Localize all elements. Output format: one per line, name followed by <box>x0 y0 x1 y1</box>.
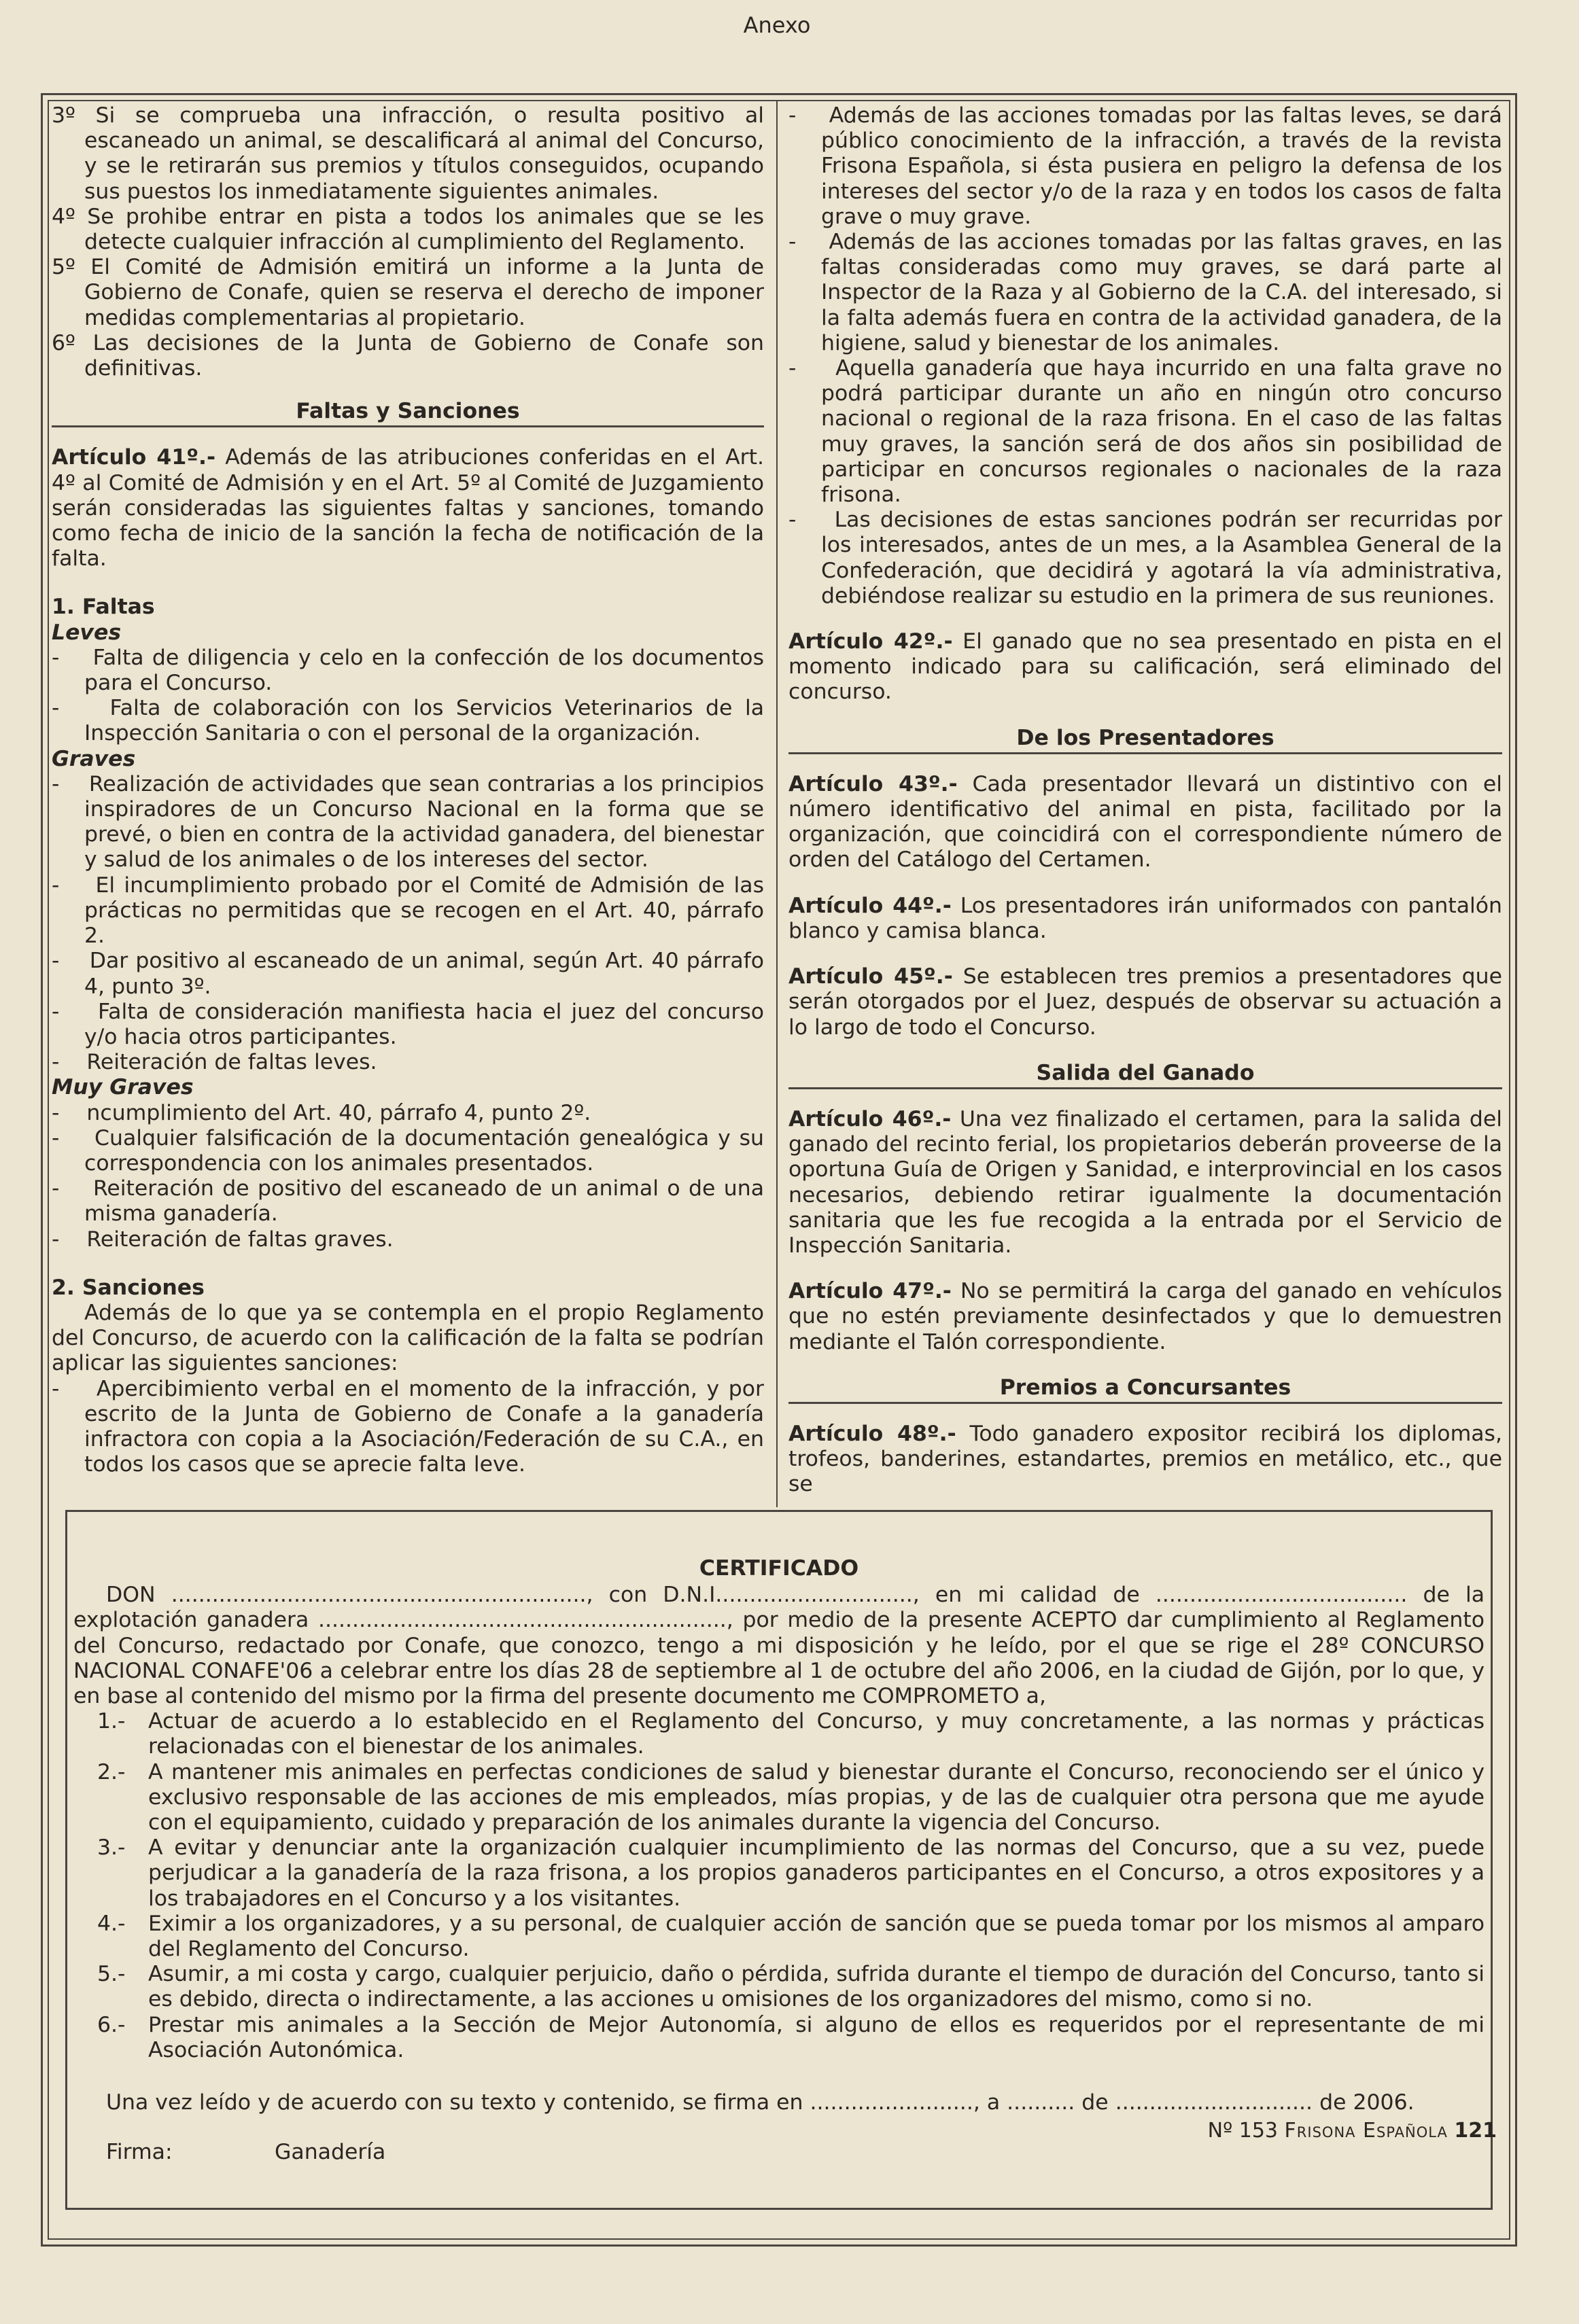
ganaderia-label: Ganadería <box>275 2140 386 2165</box>
list-item: - Falta de diligencia y celo en la confección de los documentos para el Concurso. <box>52 645 764 696</box>
article-46 <box>788 1107 1502 1258</box>
category-heading: Leves <box>52 620 122 645</box>
article-44 <box>788 894 1502 944</box>
subheading: 2. Sanciones <box>52 1275 205 1300</box>
article-text: Los presentadores irán uniformados con pantalón blanco y camisa blanca. <box>788 893 1503 943</box>
certificate-intro: DON ............................................................., con D.N.I............................., en mi calidad de ..................................... de la explotación ganadera ............................................................, por medio de la presente ACEPTO dar cumplimiento al Reglamento del Concurso, redactado por Conafe, que conozco, tengo a mi disposición y he leído, por el que se rige el 28º CONCURSO NACIONAL CONAFE'06 a celebrar entre los días 28 de septiembre al 1 de octubre del año 2006, en la ciudad de Gijón, por lo que, y en base al contenido del mismo por la firma del presente documento me COMPROMETO a, <box>73 1583 1485 1709</box>
list-item: - Además de las acciones tomadas por las faltas graves, en las faltas consideradas como muy graves, se dará parte al Inspector de la Raza y al Gobierno de la C.A. del interesado, si la falta además fuera en contra de la actividad ganadera, de la higiene, salud y bienestar de los animales. <box>788 230 1502 355</box>
paragraph: 5º El Comité de Admisión emitirá un informe a la Junta de Gobierno de Conafe, quien se reserva el derecho de imponer medidas complementarias al propietario. <box>52 255 764 330</box>
article-title: Artículo 43º.- <box>788 771 958 796</box>
article-43 <box>788 772 1502 873</box>
list-item: - Las decisiones de estas sanciones podrán ser recurridas por los interesados, antes de un mes, a la Asamblea General de la Confederación, que decidirá y agotará la vía administrativa, debiéndose realizar su estudio en la primera de sus reuniones. <box>788 508 1503 608</box>
list-item: - ncumplimiento del Art. 40, párrafo 4, punto 2º. <box>52 1100 591 1125</box>
article-text: Se establecen tres premios a presentadores que serán otorgados por el Juez, después de observar su actuación a lo largo de todo el Concurso. <box>788 964 1503 1040</box>
subheading: 1. Faltas <box>52 595 155 620</box>
list-item: - Falta de consideración manifiesta hacia el juez del concurso y/o hacia otros participantes. <box>52 999 765 1049</box>
article-title: Artículo 48º.- <box>788 1421 956 1446</box>
column-divider <box>776 101 778 1507</box>
article-text: No se permitirá la carga del ganado en vehículos que no estén previamente desinfectados y que lo demuestren mediante el Talón correspondiente. <box>788 1279 1502 1354</box>
list-item: - Aquella ganadería que haya incurrido en una falta grave no podrá participar durante un año en ningún otro concurso nacional o regional de la raza frisona. En el caso de las faltas muy graves, la sanción será de dos años sin posibilidad de participar en concursos regionales o nacionales de la raza frisona. <box>788 356 1502 508</box>
article-title: Artículo 42º.- <box>788 629 953 654</box>
firma-label: Firma: <box>106 2140 173 2165</box>
list-item: 5.- Asumir, a mi costa y cargo, cualquier perjuicio, daño o pérdida, sufrida durante el tiempo de duración del Concurso, tanto si es debido, directa o indirectamente, a las acciones u omisiones de los organizadores del mismo, como si no. <box>97 1962 1485 2012</box>
list-item: - Apercibimiento verbal en el momento de la infracción, y por escrito de la Junta de Gobierno de Conafe a la ganadería infractora con copia a la Asociación/Federación de su C.A., en todos los casos que se aprecie falta leve. <box>52 1376 764 1477</box>
article-text: El ganado que no sea presentado en pista en el momento indicado para su calificación, será eliminado del concurso. <box>788 629 1502 705</box>
signature-line: Una vez leído y de acuerdo con su texto y contenido, se firma en ........................, a .......... de ............................. de 2006. <box>106 2090 1415 2115</box>
article-title: Artículo 46º.- <box>788 1106 952 1131</box>
paragraph: Además de lo que ya se contempla en el propio Reglamento del Concurso, de acuerdo con la calificación de la falta se podrían aplicar las siguientes sanciones: <box>52 1300 764 1376</box>
list-item: - Realización de actividades que sean contrarias a los principios inspiradores de un Concurso Nacional en la forma que se prevé, o bien en contra de la actividad ganadera, del bienestar y salud de los animales o de los intereses del sector. <box>52 771 764 873</box>
article-41 <box>52 445 764 571</box>
section-heading: Premios a Concursantes <box>788 1375 1502 1404</box>
article-45 <box>788 964 1502 1040</box>
certificate-title: CERTIFICADO <box>699 1556 859 1581</box>
page-footer <box>1191 2119 1497 2143</box>
list-item: - Dar positivo al escaneado de un animal, según Art. 40 párrafo 4, punto 3º. <box>52 949 765 999</box>
article-text: Todo ganadero expositor recibirá los diplomas, trofeos, banderines, estandartes, premios en metálico, etc., que se <box>788 1421 1502 1497</box>
paragraph: 6º Las decisiones de la Junta de Gobierno de Conafe son definitivas. <box>52 330 764 381</box>
commitment-list <box>73 1709 1485 2063</box>
right-column <box>788 103 1502 1498</box>
list-item: - Reiteración de faltas graves. <box>52 1227 394 1252</box>
list-item: 6.- Prestar mis animales a la Sección de Mejor Autonomía, si alguno de ellos es requeridos por el representante de mi Asociación Autonómica. <box>97 2012 1485 2062</box>
magazine-name: Frisona Española <box>1284 2119 1448 2143</box>
list-item: 2.- A mantener mis animales en perfectas condiciones de salud y bienestar durante el Concurso, reconociendo ser el único y exclusivo responsable de las acciones de mis empleados, mías propias, y de las de cualquier otra persona que me ayude con el equipamiento, cuidado y preparación de los animales durante la vigencia del Concurso. <box>97 1759 1485 1835</box>
category-heading: Graves <box>52 746 136 771</box>
category-heading: Muy Graves <box>52 1075 194 1100</box>
issue-number: Nº 153 <box>1207 2119 1278 2143</box>
article-text: Una vez finalizado el certamen, para la salida del ganado del recinto ferial, los propietarios deberán proveerse de la oportuna Guía de Origen y Sanidad, e interprovincial en los casos necesarios, debiendo retirar igualmente la documentación sanitaria que les fue recogida a la entrada por el Servicio de Inspección Sanitaria. <box>788 1106 1502 1258</box>
article-title: Artículo 41º.- <box>52 445 216 470</box>
annex-title: Anexo <box>743 12 811 38</box>
certificate <box>73 1556 1485 2165</box>
paragraph: 3º Si se comprueba una infracción, o resulta positivo al escaneado un animal, se descalificará al animal del Concurso, y se le retirarán sus premios y títulos conseguidos, ocupando sus puestos los inmediatamente siguientes animales. <box>52 103 764 204</box>
page-number: 121 <box>1454 2119 1497 2143</box>
paragraph: 4º Se prohibe entrar en pista a todos los animales que se les detecte cualquier infracción al cumplimiento del Reglamento. <box>52 204 764 255</box>
article-title: Artículo 45º.- <box>788 964 953 989</box>
list-item: 1.- Actuar de acuerdo a lo establecido en el Reglamento del Concurso, y muy concretamente, a las normas y prácticas relacionadas con el bienestar de los animales. <box>97 1709 1485 1759</box>
signature-row <box>73 2140 1485 2165</box>
section-heading: Faltas y Sanciones <box>52 399 764 427</box>
article-title: Artículo 47º.- <box>788 1279 952 1304</box>
list-item: - Falta de colaboración con los Servicios Veterinarios de la Inspección Sanitaria o con el personal de la organización. <box>52 696 764 746</box>
list-item: - Además de las acciones tomadas por las faltas leves, se dará público conocimiento de la infracción, a través de la revista Frisona Española, si ésta pusiera en peligro la defensa de los intereses del sector y/o de la raza y en todos los casos de falta grave o muy grave. <box>788 103 1502 229</box>
list-item: - Reiteración de faltas leves. <box>52 1050 377 1075</box>
article-text: Cada presentador llevará un distintivo con el número identificativo del animal en pista, facilitado por la organización, que coincidirá con el correspondiente número de orden del Catálogo del Certamen. <box>788 771 1502 873</box>
section-heading: De los Presentadores <box>788 726 1502 754</box>
left-column <box>52 103 764 1477</box>
article-47 <box>788 1279 1502 1355</box>
article-text: Además de las atribuciones conferidas en el Art. 4º al Comité de Admisión y en el Art. 5º al Comité de Juzgamiento serán consideradas las siguientes faltas y sanciones, tomando como fecha de inicio de la sanción la fecha de notificación de la falta. <box>52 445 764 571</box>
list-item: 4.- Eximir a los organizadores, y a su personal, de cualquier acción de sanción que se pueda tomar por los mismos al amparo del Reglamento del Concurso. <box>97 1911 1485 1962</box>
list-item: - Cualquier falsificación de la documentación genealógica y su correspondencia con los animales presentados. <box>52 1125 764 1176</box>
article-48 <box>788 1422 1502 1498</box>
article-42 <box>788 629 1502 705</box>
section-heading: Salida del Ganado <box>788 1061 1502 1089</box>
list-item: - El incumplimiento probado por el Comité de Admisión de las prácticas no permitidas que se recogen en el Art. 40, párrafo 2. <box>52 873 764 949</box>
article-title: Artículo 44º.- <box>788 893 952 918</box>
list-item: - Reiteración de positivo del escaneado de un animal o de una misma ganadería. <box>52 1176 765 1227</box>
list-item: 3.- A evitar y denunciar ante la organización cualquier incumplimiento de las normas del Concurso, que a su vez, puede perjudicar a la ganadería de la raza frisona, a los propios ganaderos participantes en el Concurso, a otros expositores y a los trabajadores en el Concurso y a los visitantes. <box>97 1835 1485 1911</box>
